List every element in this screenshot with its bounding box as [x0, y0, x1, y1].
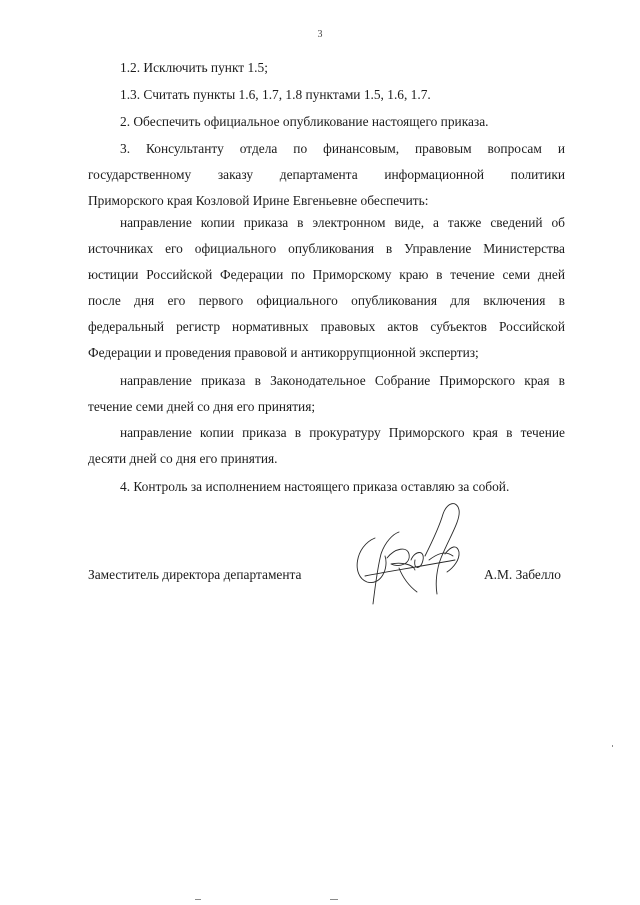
paragraph-2: 2. Обеспечить официальное опубликование настоящего приказа. [120, 114, 489, 129]
paragraph-3a-line-3: юстиции Российской Федерации по Приморскому краю в течение семи дней [88, 267, 565, 282]
paragraph-1-3: 1.3. Считать пункты 1.6, 1.7, 1.8 пунктами 1.5, 1.6, 1.7. [120, 87, 431, 102]
paragraph-3a-line-4: после дня его первого официального опубликования для включения в [88, 293, 565, 308]
paragraph-3a-line-2: источниках его официального опубликования в Управление Министерства [88, 241, 565, 256]
paragraph-3-line-2: государственному заказу департамента информационной политики [88, 167, 565, 182]
scan-speck [612, 745, 613, 747]
signer-position: Заместитель директора департамента [88, 567, 302, 582]
paragraph-3-line-3: Приморского края Козловой Ирине Евгеньевне обеспечить: [88, 193, 429, 208]
paragraph-3-line-1: 3. Консультанту отдела по финансовым, правовым вопросам и [120, 141, 565, 156]
paragraph-4: 4. Контроль за исполнением настоящего приказа оставляю за собой. [120, 479, 510, 494]
scan-speck [330, 899, 338, 900]
paragraph-3b-line-1: направление приказа в Законодательное Собрание Приморского края в [120, 373, 565, 388]
handwritten-signature [345, 498, 475, 616]
paragraph-3c-line-2: десяти дней со дня его принятия. [88, 451, 278, 466]
paragraph-3a-line-5: федеральный регистр нормативных правовых актов субъектов Российской [88, 319, 565, 334]
scan-speck [195, 899, 201, 900]
signer-name: А.М. Забелло [484, 567, 561, 582]
paragraph-3b-line-2: течение семи дней со дня его принятия; [88, 399, 316, 414]
paragraph-3a-line-6: Федерации и проведения правовой и антикоррупционной экспертиз; [88, 345, 479, 360]
paragraph-1-2: 1.2. Исключить пункт 1.5; [120, 60, 268, 75]
paragraph-3c-line-1: направление копии приказа в прокуратуру Приморского края в течение [120, 425, 565, 440]
paragraph-3a-line-1: направление копии приказа в электронном виде, а также сведений об [120, 215, 565, 230]
page-number: 3 [317, 29, 323, 40]
